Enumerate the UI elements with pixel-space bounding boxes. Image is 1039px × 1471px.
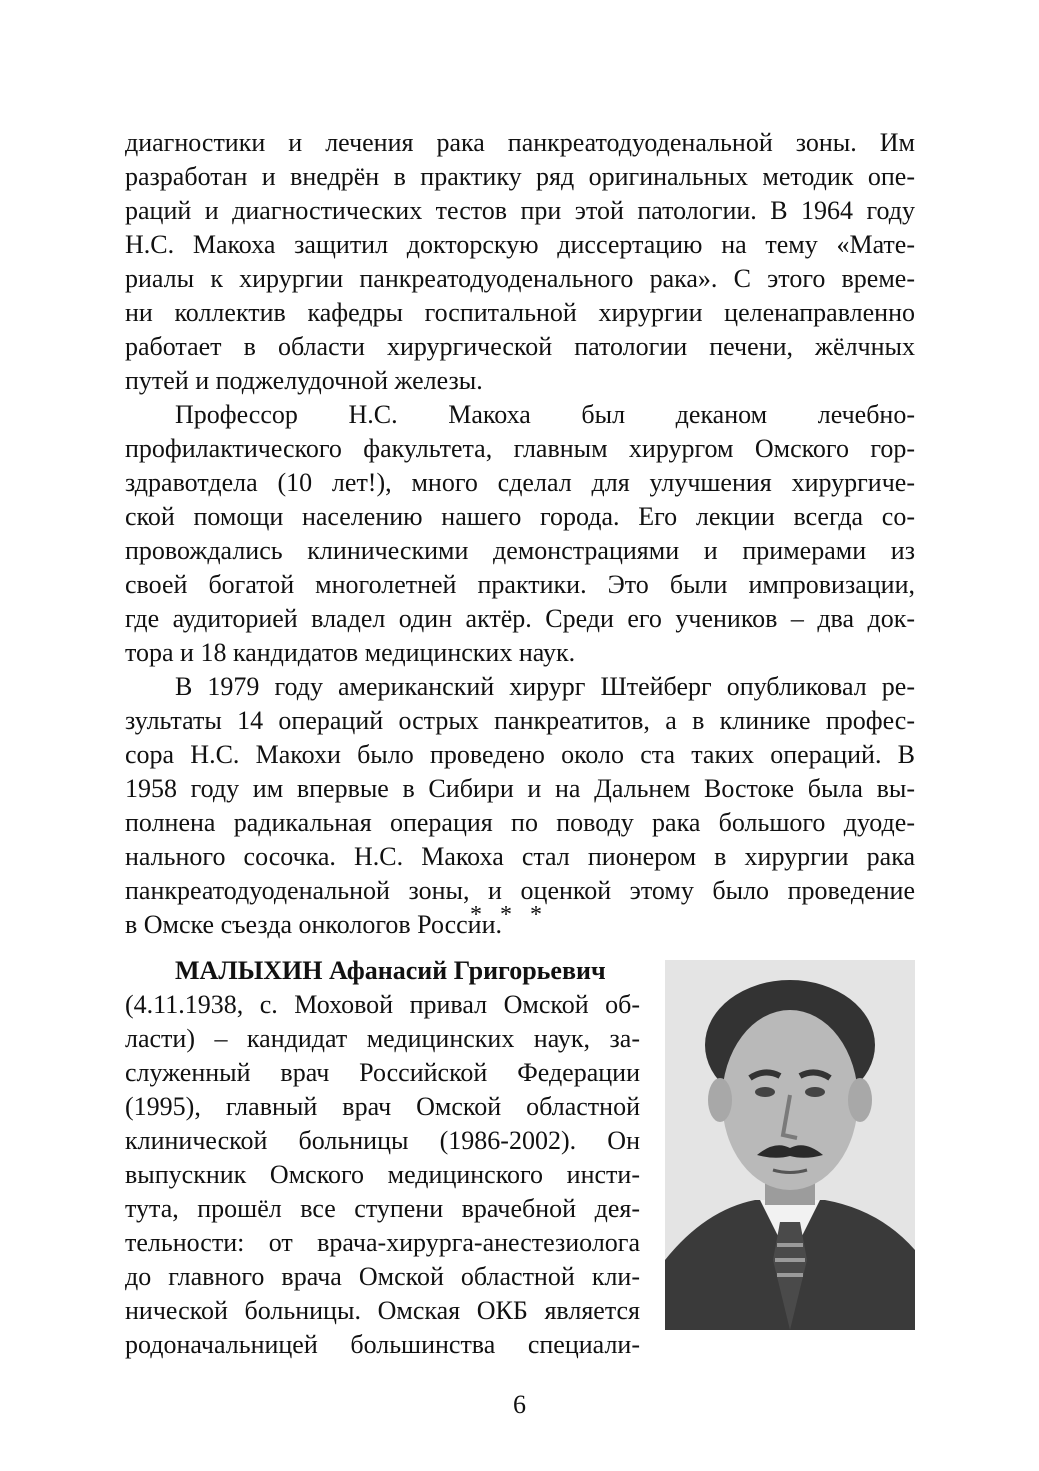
- text-line: (4.11.1938, с. Моховой привал Омской об-: [125, 990, 640, 1019]
- text-line: выпускник Омского медицинского инсти-: [125, 1160, 640, 1189]
- text-line: полнена радикальная операция по поводу рака большого дуоде-: [125, 808, 915, 837]
- text-line: панкреатодуоденальной зоны, и оценкой этому было проведение: [125, 876, 915, 905]
- text-line: ской помощи населению нашего города. Его лекции всегда со-: [125, 502, 915, 531]
- text-line: путей и поджелудочной железы.: [125, 366, 483, 395]
- text-line: ни коллектив кафедры госпитальной хирургии целенаправленно: [125, 298, 915, 327]
- text-line: В 1979 году американский хирург Штейберг опубликовал ре-: [175, 672, 915, 701]
- text-line: здравотдела (10 лет!), много сделал для улучшения хирургиче-: [125, 468, 915, 497]
- text-line: риалы к хирургии панкреатодуоденального рака». С этого време-: [125, 264, 915, 293]
- text-line: работает в области хирургической патологии печени, жёлчных: [125, 332, 915, 361]
- text-line: ласти) – кандидат медицинских наук, за-: [125, 1024, 640, 1053]
- section-separator: * * *: [470, 902, 548, 928]
- text-line: сора Н.С. Макохи было проведено около ста таких операций. В: [125, 740, 915, 769]
- portrait-photo: [665, 960, 915, 1330]
- text-line: нической больницы. Омская ОКБ является: [125, 1296, 640, 1325]
- text-line: 1958 году им впервые в Сибири и на Дальнем Востоке была вы-: [125, 774, 915, 803]
- text-line: Н.С. Макоха защитил докторскую диссертацию на тему «Мате-: [125, 230, 915, 259]
- text-line: профилактического факультета, главным хирургом Омского гор-: [125, 434, 915, 463]
- text-line: (1995), главный врач Омской областной: [125, 1092, 640, 1121]
- page-number: 6: [513, 1390, 526, 1419]
- portrait-drawing: [665, 960, 915, 1330]
- text-line: зультаты 14 операций острых панкреатитов, а в клинике профес-: [125, 706, 915, 735]
- text-line: клинической больницы (1986-2002). Он: [125, 1126, 640, 1155]
- text-line: диагностики и лечения рака панкреатодуоденальной зоны. Им: [125, 128, 915, 157]
- text-line: родоначальницей большинства специали-: [125, 1330, 640, 1359]
- text-line: нального сосочка. Н.С. Макоха стал пионером в хирургии рака: [125, 842, 915, 871]
- text-line: до главного врача Омской областной кли-: [125, 1262, 640, 1291]
- text-line: провождались клиническими демонстрациями и примерами из: [125, 536, 915, 565]
- text-line: тута, прошёл все ступени врачебной дея-: [125, 1194, 640, 1223]
- text-line: своей богатой многолетней практики. Это были импровизации,: [125, 570, 915, 599]
- text-line: раций и диагностических тестов при этой патологии. В 1964 году: [125, 196, 915, 225]
- text-line: тельности: от врача-хирурга-анестезиолога: [125, 1228, 640, 1257]
- text-line: тора и 18 кандидатов медицинских наук.: [125, 638, 576, 667]
- person-name: МАЛЫХИН Афанасий Григорьевич: [175, 956, 606, 985]
- text-line: разработан и внедрён в практику ряд оригинальных методик опе-: [125, 162, 915, 191]
- text-line: Профессор Н.С. Макоха был деканом лечебно-: [175, 400, 915, 429]
- text-line: служенный врач Российской Федерации: [125, 1058, 640, 1087]
- text-line: где аудиторией владел один актёр. Среди его учеников – два док-: [125, 604, 915, 633]
- text-line: в Омске съезда онкологов России.: [125, 910, 502, 939]
